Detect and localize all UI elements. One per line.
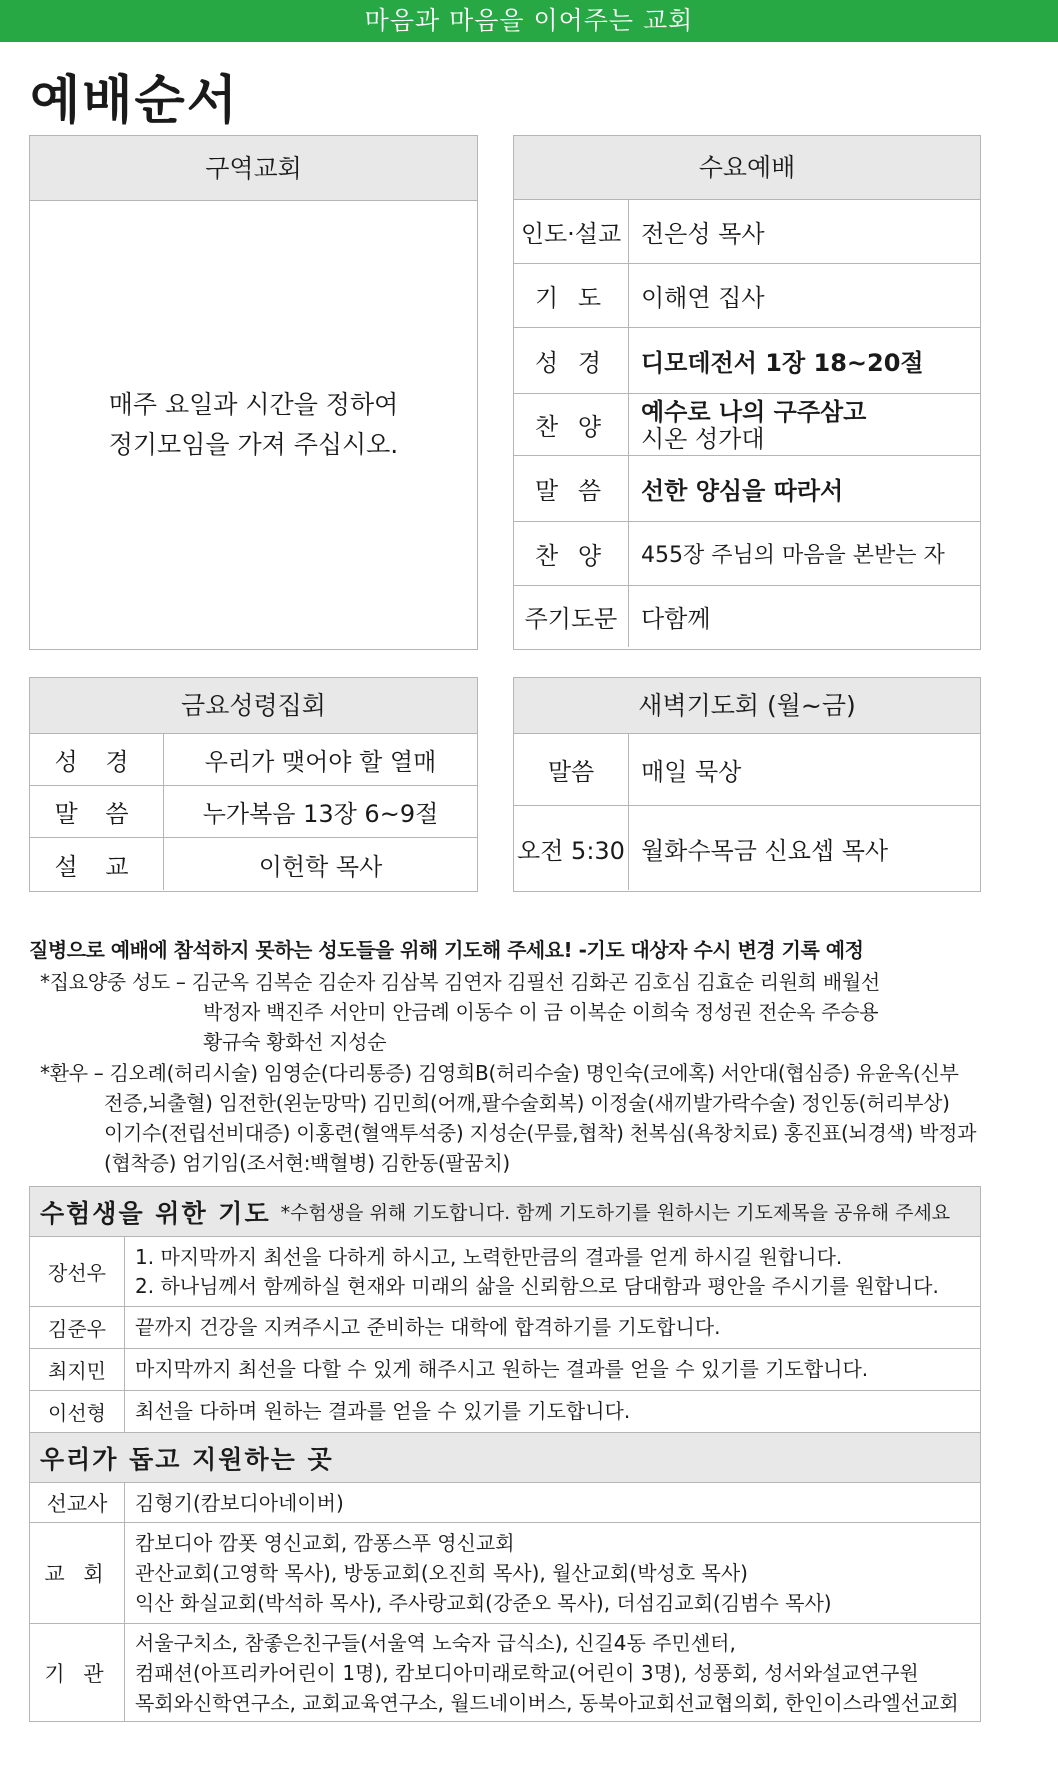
support-row-label: 선교사 (30, 1483, 125, 1522)
support-row-line: 익산 화실교회(박석하 목사), 주사랑교회(강준오 목사), 더섬김교회(김범수 목사) (135, 1591, 832, 1615)
friday-row-value: 누가복음 13장 6~9절 (202, 800, 439, 828)
wednesday-row-label: 주기도문 (514, 586, 629, 647)
friday-service-heading: 금요성령집회 (30, 678, 477, 734)
student-row (30, 1237, 980, 1307)
wednesday-row (514, 586, 980, 647)
support-row (30, 1483, 980, 1523)
dawn-row-value: 매일 묵상 (641, 758, 742, 786)
dawn-prayer-box (513, 677, 981, 892)
wednesday-row-label: 찬 양 (514, 394, 629, 455)
wednesday-row-value: 전은성 목사 (641, 220, 765, 248)
wednesday-row-value (629, 394, 980, 455)
wednesday-row (514, 394, 980, 456)
support-row-value (125, 1523, 980, 1623)
dawn-row-label: 오전 5:30 (514, 806, 629, 890)
zone-church-line: 매주 요일과 시간을 정하여 (108, 390, 399, 419)
nursing-members-label: *집요양중 성도 – (40, 970, 192, 994)
zone-church-line: 정기모임을 가져 주십시오. (108, 430, 399, 459)
friday-row (30, 838, 477, 890)
dawn-row-label: 말씀 (514, 734, 629, 805)
friday-row-label: 설 교 (30, 838, 164, 890)
support-row-line: 김형기(캄보디아네이버) (135, 1490, 344, 1515)
support-row-line: 서울구치소, 참좋은친구들(서울역 노숙자 급식소), 신길4동 주민센터, (135, 1630, 736, 1655)
wednesday-row-value: 선한 양심을 따라서 (641, 477, 844, 505)
friday-row-label: 성 경 (30, 734, 164, 785)
choir-name: 시온 성가대 (641, 424, 765, 453)
page-title: 예배순서 (30, 71, 239, 131)
sick-members-line: 전증,뇌출혈) 임전한(왼눈망막) 김민희(어깨,팔수술회복) 이정술(새끼발가락수술) 정인동(허리부상) (104, 1091, 950, 1115)
student-prayer-heading: 수험생을 위한 기도 (40, 1198, 271, 1228)
nursing-members-line: 박정자 백진주 서안미 안금례 이동수 이 금 이복순 이희숙 정성권 전순옥 주승용 (203, 1000, 879, 1024)
wednesday-row-label: 성 경 (514, 328, 629, 393)
friday-row-value: 이헌학 목사 (258, 852, 383, 881)
support-heading: 우리가 돕고 지원하는 곳 (40, 1444, 334, 1474)
support-row-line: 관산교회(고영학 목사), 방동교회(오진희 목사), 월산교회(박성호 목사) (135, 1561, 748, 1585)
support-table (29, 1432, 981, 1722)
wednesday-service-heading: 수요예배 (514, 136, 980, 200)
student-prayer-header (30, 1187, 980, 1237)
support-header (30, 1433, 980, 1483)
wednesday-row (514, 522, 980, 586)
wednesday-row-value: 디모데전서 1장 18~20절 (641, 349, 924, 377)
support-row-value (125, 1624, 980, 1721)
student-prayer-text (125, 1237, 980, 1306)
friday-service-box (29, 677, 478, 892)
student-name: 장선우 (30, 1237, 125, 1306)
zone-church-heading: 구역교회 (30, 136, 477, 201)
dawn-prayer-heading: 새벽기도회 (월~금) (514, 678, 980, 734)
support-row-line: 캄보디아 깜폿 영신교회, 깜퐁스푸 영신교회 (135, 1531, 515, 1555)
wednesday-service-box (513, 135, 981, 650)
prayer-request-heading: 질병으로 예배에 참석하지 못하는 성도들을 위해 기도해 주세요! -기도 대상자 수시 변경 기록 예정 (29, 938, 864, 962)
student-row (30, 1307, 980, 1349)
wednesday-row-label: 찬 양 (514, 522, 629, 585)
student-prayer-line: 끝까지 건강을 지켜주시고 준비하는 대학에 합격하기를 기도합니다. (135, 1315, 721, 1339)
friday-row (30, 786, 477, 838)
wednesday-row-value: 다함께 (641, 605, 711, 633)
wednesday-row (514, 328, 980, 394)
sick-members-line: 김오례(허리시술) 임영순(다리통증) 김영희B(허리수술) 명인숙(코에혹) 서안대(협심증) 유윤옥(신부 (109, 1061, 959, 1085)
support-row-line: 컴패션(아프리카어린이 1명), 캄보디아미래로학교(어린이 3명), 성풍회, 성서와설교연구원 (135, 1660, 919, 1685)
support-row-label: 기 관 (30, 1624, 125, 1721)
sick-members-label: *환우 – (40, 1061, 110, 1085)
student-prayer-line: 2. 하나님께서 함께하실 현재와 미래의 삶을 신뢰함으로 담대함과 평안을 주시기를 원합니다. (135, 1273, 939, 1298)
student-prayer-line: 1. 마지막까지 최선을 다하게 하시고, 노력한만큼의 결과를 얻게 하시길 원합니다. (135, 1244, 843, 1269)
support-row-label: 교 회 (30, 1523, 125, 1623)
student-prayer-note: *수험생을 위해 기도합니다. 함께 기도하기를 원하시는 기도제목을 공유해 주세요 (280, 1202, 951, 1224)
support-row (30, 1624, 980, 1721)
wednesday-row-label: 말 씀 (514, 456, 629, 521)
dawn-row-value: 월화수목금 신요셉 목사 (641, 836, 889, 865)
student-prayer-line: 최선을 다하며 원하는 결과를 얻을 수 있기를 기도합니다. (135, 1399, 631, 1423)
wednesday-row-value: 이해연 집사 (641, 284, 765, 312)
student-row (30, 1349, 980, 1391)
nursing-members-line: 황규숙 황화선 지성순 (203, 1030, 387, 1054)
student-prayer-table (29, 1186, 981, 1433)
hymn-title: 예수로 나의 구주삼고 (641, 397, 867, 426)
nursing-members-line: 김군옥 김복순 김순자 김삼복 김연자 김필선 김화곤 김호심 김효순 리원희 배월선 (191, 970, 880, 994)
sick-members-line: (협착증) 엄기임(조서현:백혈병) 김한동(팔꿈치) (104, 1151, 510, 1175)
nursing-members-list (40, 967, 1000, 1057)
dawn-row (514, 734, 980, 806)
friday-row (30, 734, 477, 786)
student-row (30, 1391, 980, 1432)
student-prayer-line: 마지막까지 최선을 다할 수 있게 해주시고 원하는 결과를 얻을 수 있기를 기도합니다. (135, 1357, 869, 1381)
sick-members-line: 이기수(전립선비대증) 이홍련(혈액투석중) 지성순(무릎,협착) 천복심(욕창치료) 홍진표(뇌경색) 박정과 (104, 1121, 977, 1145)
sick-members-list (40, 1058, 1045, 1178)
top-banner: 마음과 마음을 이어주는 교회 (0, 0, 1058, 42)
student-name: 최지민 (30, 1349, 125, 1390)
student-name: 김준우 (30, 1307, 125, 1348)
support-row (30, 1523, 980, 1624)
zone-church-box (29, 135, 478, 650)
zone-church-body (30, 201, 477, 649)
friday-row-label: 말 씀 (30, 786, 164, 837)
friday-row-value: 우리가 맺어야 할 열매 (204, 748, 437, 776)
student-name: 이선형 (30, 1391, 125, 1432)
wednesday-row (514, 456, 980, 522)
dawn-row (514, 806, 980, 890)
wednesday-row-value: 455장 주님의 마음을 본받는 자 (641, 543, 945, 568)
support-row-line: 목회와신학연구소, 교회교육연구소, 월드네이버스, 동북아교회선교협의회, 한인이스라엘선교회 (135, 1690, 959, 1715)
wednesday-row-label: 기 도 (514, 264, 629, 327)
wednesday-row-label: 인도·설교 (514, 200, 629, 263)
wednesday-row (514, 200, 980, 264)
wednesday-row (514, 264, 980, 328)
